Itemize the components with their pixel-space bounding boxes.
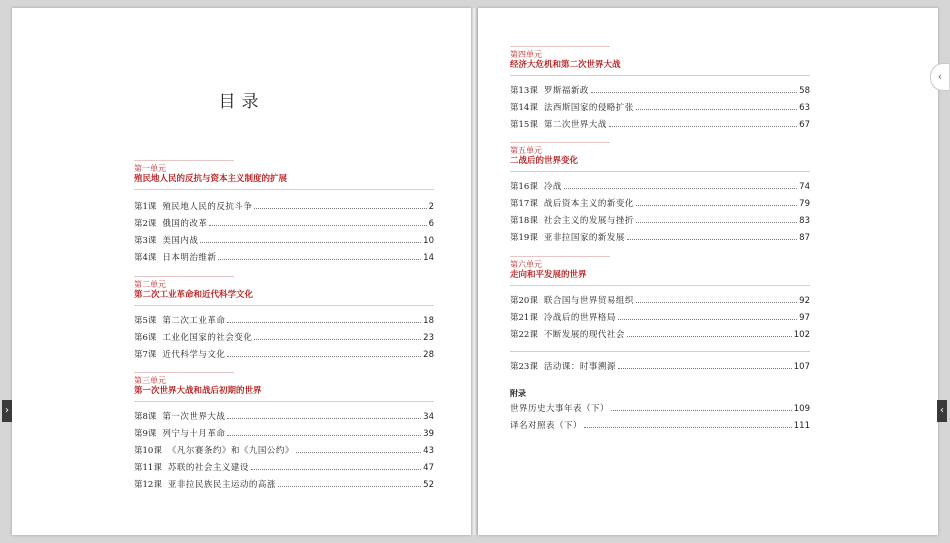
page-number: 52 (423, 480, 434, 490)
lesson-title: 工业化国家的社会变化 (162, 333, 253, 343)
lesson-number: 第17课 (510, 199, 538, 209)
unit-header (510, 256, 810, 286)
toc-entry[interactable] (134, 480, 434, 491)
page-number: 102 (793, 330, 810, 340)
lesson-number: 第2课 (134, 219, 157, 229)
lesson-title: 美国内战 (162, 236, 199, 246)
toc-entry[interactable] (134, 463, 434, 474)
page-number: 63 (799, 103, 810, 113)
toc-entry[interactable] (510, 199, 810, 210)
appendix-label: 附录 (510, 388, 526, 398)
chevron-left-icon: ‹ (940, 405, 944, 416)
lesson-title: 日本明治维新 (162, 253, 217, 263)
toc-entry[interactable] (134, 316, 434, 327)
unit-name: 第一次世界大战和战后初期的世界 (134, 386, 262, 396)
lesson-number: 第8课 (134, 412, 157, 422)
leader-dots (636, 301, 797, 303)
lesson-title: 第二次世界大战 (543, 120, 607, 130)
toc-entry[interactable] (510, 362, 810, 373)
toc-entry[interactable] (510, 86, 810, 97)
toc-entry[interactable] (510, 296, 810, 307)
page-number: 6 (428, 219, 434, 229)
toc-entry[interactable] (510, 182, 810, 193)
lesson-title: 殖民地人民的反抗斗争 (162, 202, 253, 212)
leader-dots (227, 434, 421, 436)
lesson-title: 罗斯福新政 (543, 86, 589, 96)
next-page-button[interactable] (937, 400, 947, 422)
leader-dots (218, 258, 421, 260)
right-page (478, 8, 938, 535)
appendix-title: 世界历史大事年表（下） (510, 404, 610, 414)
lesson-title: 亚非拉民族民主运动的高涨 (167, 480, 276, 490)
unit-number: 第五单元 (510, 146, 542, 155)
page-number: 111 (793, 421, 810, 431)
page-number: 14 (423, 253, 434, 263)
leader-dots (627, 335, 792, 337)
page-number: 87 (799, 233, 810, 243)
page-number: 74 (799, 182, 810, 192)
appendix-entry[interactable] (510, 404, 810, 415)
lesson-number: 第21课 (510, 313, 538, 323)
page-number: 83 (799, 216, 810, 226)
toc-entry[interactable] (510, 330, 810, 341)
page-number: 47 (423, 463, 434, 473)
unit-header (510, 142, 810, 172)
lesson-number: 第1课 (134, 202, 157, 212)
page-number: 34 (423, 412, 434, 422)
chevron-right-icon: › (5, 405, 9, 416)
leader-dots (564, 187, 797, 189)
left-page (12, 8, 471, 535)
leader-dots (278, 485, 421, 487)
toc-entry[interactable] (510, 120, 810, 131)
lesson-number: 第22课 (510, 330, 538, 340)
lesson-title: 法西斯国家的侵略扩张 (543, 103, 634, 113)
leader-dots (254, 338, 421, 340)
toc-entry[interactable] (134, 429, 434, 440)
appendix-title: 译名对照表（下） (510, 421, 583, 431)
toc-entry[interactable] (510, 233, 810, 244)
page-number: 79 (799, 199, 810, 209)
unit-name: 殖民地人民的反抗与资本主义制度的扩展 (134, 174, 288, 184)
lesson-title: 亚非拉国家的新发展 (543, 233, 625, 243)
chevron-left-icon: ‹ (937, 70, 943, 83)
lesson-title: 冷战 (543, 182, 562, 192)
leader-dots (296, 451, 421, 453)
unit-header (510, 46, 810, 76)
lesson-number: 第12课 (134, 480, 162, 490)
toc-entry[interactable] (134, 236, 434, 247)
page-number: 18 (423, 316, 434, 326)
page-number: 10 (423, 236, 434, 246)
unit-name: 第二次工业革命和近代科学文化 (134, 290, 254, 300)
leader-dots (636, 108, 797, 110)
leader-dots (636, 204, 797, 206)
page-number: 2 (428, 202, 434, 212)
unit-number: 第四单元 (510, 50, 542, 59)
toc-entry[interactable] (134, 350, 434, 361)
unit-number: 第二单元 (134, 280, 166, 289)
unit-header (134, 276, 434, 306)
toc-entry[interactable] (510, 216, 810, 227)
lesson-number: 第18课 (510, 216, 538, 226)
leader-dots (609, 125, 797, 127)
leader-dots (209, 224, 426, 226)
prev-page-button[interactable] (2, 400, 12, 422)
leader-dots (227, 417, 421, 419)
page-number: 58 (799, 86, 810, 96)
lesson-number: 第4课 (134, 253, 157, 263)
toc-entry[interactable] (134, 219, 434, 230)
lesson-title: 不断发展的现代社会 (543, 330, 625, 340)
page-number: 43 (423, 446, 434, 456)
lesson-title: 战后资本主义的新变化 (543, 199, 634, 209)
lesson-number: 第10课 (134, 446, 162, 456)
unit-name: 二战后的世界变化 (510, 156, 579, 166)
toc-entry[interactable] (134, 253, 434, 264)
page-number: 97 (799, 313, 810, 323)
lesson-number: 第15课 (510, 120, 538, 130)
lesson-number: 第11课 (134, 463, 162, 473)
lesson-number: 第19课 (510, 233, 538, 243)
leader-dots (611, 409, 792, 411)
lesson-number: 第13课 (510, 86, 538, 96)
lesson-number: 第20课 (510, 296, 538, 306)
leader-dots (251, 468, 421, 470)
lesson-number: 第16课 (510, 182, 538, 192)
lesson-number: 第3课 (134, 236, 157, 246)
lesson-number: 第6课 (134, 333, 157, 343)
unit-number: 第一单元 (134, 164, 166, 173)
page-number: 109 (793, 404, 810, 414)
unit-header (134, 160, 434, 190)
toc-entry[interactable] (134, 333, 434, 344)
lesson-title: 社会主义的发展与挫折 (543, 216, 634, 226)
leader-dots (584, 426, 792, 428)
lesson-title: 冷战后的世界格局 (543, 313, 616, 323)
toc-title: 目录 (218, 92, 265, 112)
lesson-number: 第23课 (510, 362, 538, 372)
toc-entry[interactable] (134, 412, 434, 423)
lesson-title: 俄国的改革 (162, 219, 208, 229)
toc-entry[interactable] (134, 446, 434, 457)
lesson-title: 活动课：时事溯源 (543, 362, 616, 372)
leader-dots (200, 241, 421, 243)
side-panel-toggle[interactable] (930, 63, 949, 91)
lesson-title: 第二次工业革命 (162, 316, 226, 326)
lesson-title: 联合国与世界贸易组织 (543, 296, 634, 306)
page-number: 67 (799, 120, 810, 130)
unit-number: 第三单元 (134, 376, 166, 385)
leader-dots (254, 207, 426, 209)
page-number: 23 (423, 333, 434, 343)
unit-header (134, 372, 434, 402)
toc-entry[interactable] (510, 103, 810, 114)
unit-name: 走向和平发展的世界 (510, 270, 587, 280)
leader-dots (227, 355, 421, 357)
lesson-title: 《凡尔赛条约》和《九国公约》 (167, 446, 294, 456)
leader-dots (227, 321, 421, 323)
lesson-number: 第9课 (134, 429, 157, 439)
book-spine (471, 8, 478, 535)
lesson-title: 第一次世界大战 (162, 412, 226, 422)
leader-dots (627, 238, 797, 240)
unit-number: 第六单元 (510, 260, 542, 269)
leader-dots (618, 318, 797, 320)
page-number: 39 (423, 429, 434, 439)
lesson-number: 第7课 (134, 350, 157, 360)
leader-dots (636, 221, 797, 223)
page-number: 107 (793, 362, 810, 372)
unit-name: 经济大危机和第二次世界大战 (510, 60, 621, 70)
section-divider (510, 351, 810, 352)
lesson-number: 第14课 (510, 103, 538, 113)
page-number: 28 (423, 350, 434, 360)
lesson-title: 苏联的社会主义建设 (167, 463, 249, 473)
toc-entry[interactable] (510, 313, 810, 324)
appendix-entry[interactable] (510, 421, 810, 432)
toc-entry[interactable] (134, 202, 434, 213)
lesson-title: 近代科学与文化 (162, 350, 226, 360)
lesson-number: 第5课 (134, 316, 157, 326)
lesson-title: 列宁与十月革命 (162, 429, 226, 439)
leader-dots (618, 367, 792, 369)
leader-dots (591, 91, 797, 93)
page-number: 92 (799, 296, 810, 306)
